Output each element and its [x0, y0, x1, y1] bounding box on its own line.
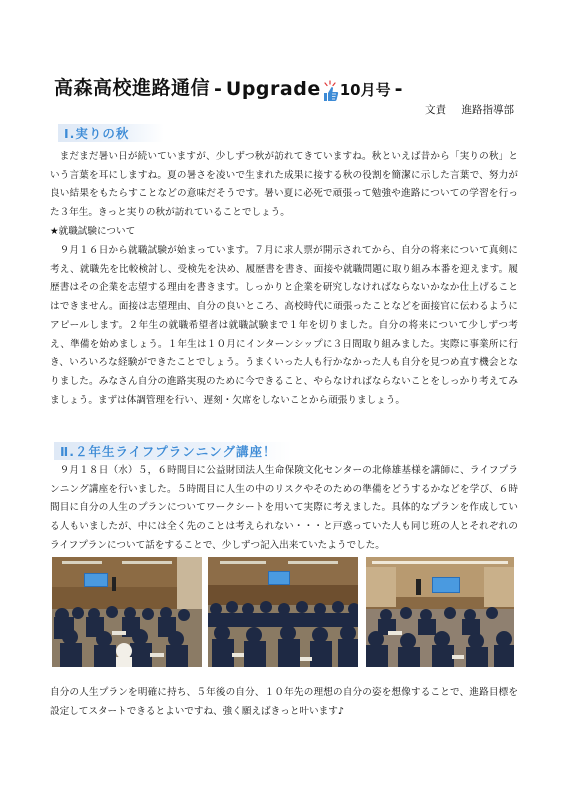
title-main: 高森高校進路通信 — [54, 77, 211, 99]
lecture-photo-2 — [208, 557, 358, 667]
section-2-paragraph: ９月１８日（水）５，６時間目に公益財団法人生命保険文化センターの北條雄基様を講師に、ライフプランニング講座を行いました。５時間目に人生の中のリスクやそのための準備をどうするかなどを学び、６時間目に自分の人生のプランについてワークシートを用いて実際に考えました。具体的なプランを作成している人もいましたが、中には全く先のことは考えられない・・・と戸惑っていた人も同じ班の人とそれぞれのライフプランについて話をすることで、少しずつ記入出来ていたようでした。 — [50, 465, 518, 551]
section-1-subheading: ★就職試験について — [50, 226, 136, 237]
title-end-separator: - — [394, 78, 403, 100]
section-1-paragraph: まだまだ暑い日が続いていますが、少しずつ秋が訪れてきていますね。秋といえば昔から「実りの秋」という言葉を耳にしますね。夏の暑さを凌いで生まれた成果に接する秋の役割を簡潔に示した言葉で、努力が良い結果をもたらすことなどの意味だそうです。暑い夏に必死で頑張って勉強や進路についての学習を行った３年生。きっと実りの秋が訪れていることでしょう。 — [50, 151, 518, 219]
byline — [425, 102, 514, 117]
lecture-photo-1 — [52, 557, 202, 667]
section-2-closing: 自分の人生プランを明確に持ち、５年後の自分、１０年先の理想の自分の姿を想像することで、進路目標を設定してスタートできるとよいですね、強く願えばきっと叶います♪ — [50, 687, 518, 717]
lecture-photo-3 — [366, 557, 514, 667]
section-heading-1: Ⅰ.実りの秋 — [58, 124, 164, 142]
byline-label: 文責 — [425, 104, 447, 116]
section-1-paragraph-2: ９月１６日から就職試験が始まっています。７月に求人票が開示されてから、自分の将来について真剣に考え、就職先を比較検討し、受検先を決め、履歴書を書き、面接や就職問題に取り組み本番を迎えます。履歴書はその企業を志望する理由を書きます。しっかりと企業を研究しなければならないかなか仕上げることはできません。面接は志望理由、自分の良いところ、高校時代に頑張ったことなどを面接官に伝わるようにアピールします。２年生の就職希望者は就職試験まで１年を切りました。自分の将来について少しずつ考え、準備を始めましょう。１年生は１０月にインターンシップに３日間取り組みました。実際に事業所に行き、いろいろな経験ができたことでしょう。うまくいった人も行かなかった人も自分を見つめ直す機会となりました。みなさん自分の進路実現のために今できること、やらなければならないことをしっかり考えてみましょう。まずは体調管理を行い、遅刻・欠席をしないことから頑張りましょう。 — [50, 245, 518, 406]
title-month: 10月号 — [339, 81, 391, 99]
section-heading-2: Ⅱ.２年生ライフプランニング講座！ — [54, 442, 292, 460]
thumbs-up-icon — [322, 80, 338, 100]
newsletter-title — [54, 72, 524, 100]
title-upgrade: Upgrade — [225, 78, 321, 100]
title-separator: - — [214, 78, 222, 100]
byline-author: 進路指導部 — [461, 104, 514, 116]
